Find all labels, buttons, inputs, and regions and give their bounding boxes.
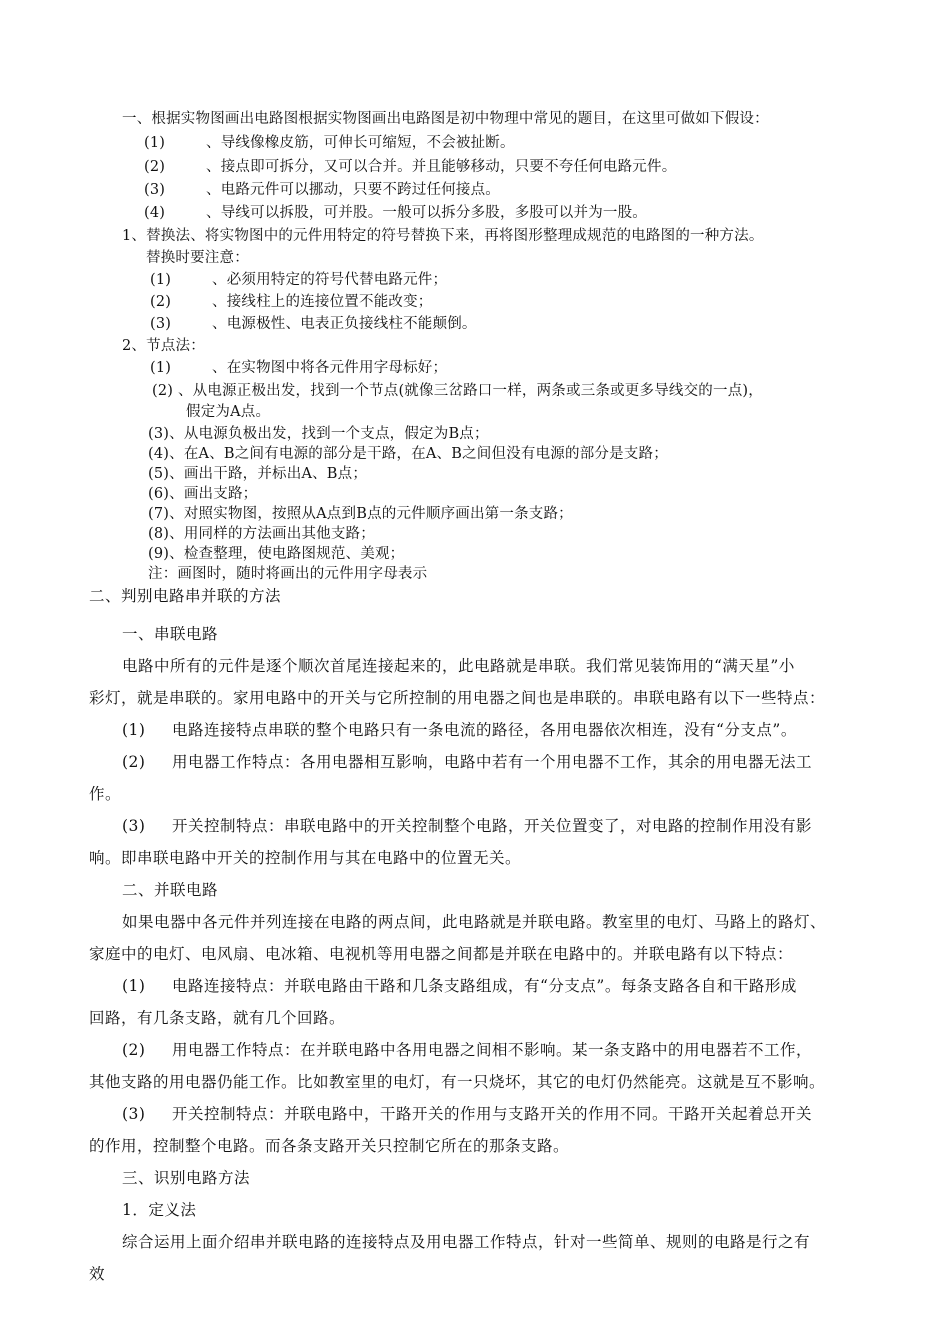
method2-title: 2、节点法： [122, 338, 205, 354]
item-text: 、接点即可拆分，又可以合并。并且能够移动，只要不夸任何电路元件。 [206, 159, 677, 175]
item-number: (2) [122, 753, 146, 771]
parallel-point [122, 1034, 812, 1066]
series-point-continued: 响。即串联电路中开关的控制作用与其在电路中的位置无关。 [89, 849, 522, 867]
series-intro: 电路中所有的元件是逐个顺次首尾连接起来的，此电路就是串联。我们常见装饰用的“满天星”小 [122, 657, 795, 675]
item-number: (1) [122, 721, 146, 739]
method1-title: 1、替换法、将实物图中的元件用特定的符号替换下来，再将图形整理成规范的电路图的一种方法。 [122, 228, 764, 244]
method2-item: (9)、检查整理，使电路图规范、美观； [148, 546, 405, 562]
method2-item: (4)、在A、B之间有电源的部分是干路，在A、B之间但没有电源的部分是支路； [148, 446, 668, 462]
item-number: (3) [122, 1105, 146, 1123]
definition-title: 1．定义法 [122, 1201, 197, 1219]
section2-heading: 二、判别电路串并联的方法 [89, 587, 282, 605]
item-text: 用电器工作特点：在并联电路中各用电器之间相不影响。某一条支路中的用电器若不工作， [172, 1041, 813, 1059]
series-point [122, 810, 812, 842]
assumption-item [144, 157, 676, 177]
method1-subtitle: 替换时要注意： [146, 250, 249, 266]
item-text: 、导线可以拆股，可并股。一般可以拆分多股，多股可以并为一股。 [206, 205, 647, 221]
parallel-point-continued: 回路，有几条支路，就有几个回路。 [89, 1009, 346, 1027]
parallel-intro: 家庭中的电灯、电风扇、电冰箱、电视机等用电器之间都是并联在电路中的。并联电路有以下特点： [89, 945, 794, 963]
item-number: (1) [144, 135, 166, 151]
assumption-item [144, 180, 500, 200]
item-text: 、导线像橡皮筋，可伸长可缩短，不会被扯断。 [206, 135, 515, 151]
item-number: (1) [150, 272, 172, 288]
item-number: (3) [144, 182, 166, 198]
item-text: 、在实物图中将各元件用字母标好； [212, 360, 448, 376]
method2-item: (5)、画出干路，并标出A、B点； [148, 466, 368, 482]
method1-item [150, 314, 477, 334]
parallel-point [122, 970, 797, 1002]
method2-item: (8)、用同样的方法画出其他支路； [148, 526, 375, 542]
method1-item [150, 270, 447, 290]
item-text: 用电器工作特点：各用电器相互影响，电路中若有一个用电器不工作，其余的用电器无法工 [172, 753, 813, 771]
item-number: (3) [150, 316, 172, 332]
series-point [122, 746, 812, 778]
parallel-point-continued: 的作用，控制整个电路。而各条支路开关只控制它所在的那条支路。 [89, 1137, 570, 1155]
item-text: 电路连接特点：并联电路由干路和几条支路组成，有“分支点”。每条支路各自和干路形成 [172, 977, 797, 995]
parallel-intro: 如果电器中各元件并列连接在电路的两点间，此电路就是并联电路。教室里的电灯、马路上的路灯、 [122, 913, 827, 931]
item-text: 开关控制特点：串联电路中的开关控制整个电路，开关位置变了，对电路的控制作用没有影 [172, 817, 813, 835]
item-text: 电路连接特点串联的整个电路只有一条电流的路径，各用电器依次相连，没有“分支点”。 [172, 721, 797, 739]
parallel-point-continued: 其他支路的用电器仍能工作。比如教室里的电灯，有一只烧坏，其它的电灯仍然能亮。这就是互不影响。 [89, 1073, 826, 1091]
item-text: 、电路元件可以挪动，只要不跨过任何接点。 [206, 182, 500, 198]
item-text: 、电源极性、电表正负接线柱不能颠倒。 [212, 316, 477, 332]
method2-item-continued: 假定为A点。 [186, 404, 271, 420]
item-number: (3) [122, 817, 146, 835]
item-text: 、必须用特定的符号代替电路元件； [212, 272, 448, 288]
section1-heading: 一、根据实物图画出电路图根据实物图画出电路图是初中物理中常见的题目，在这里可做如下假设： [122, 111, 769, 127]
assumption-item [144, 133, 515, 153]
method2-item: (7)、对照实物图，按照从A点到B点的元件顺序画出第一条支路； [148, 506, 573, 522]
method1-item [150, 292, 433, 312]
series-intro: 彩灯，就是串联的。家用电路中的开关与它所控制的用电器之间也是串联的。串联电路有以下一些特点： [89, 689, 826, 707]
definition-text-continued: 效 [89, 1265, 106, 1283]
definition-text: 综合运用上面介绍串并联电路的连接特点及用电器工作特点，针对一些简单、规则的电路是行之有 [122, 1233, 811, 1251]
item-number: (1) [122, 977, 146, 995]
series-point-continued: 作。 [89, 785, 122, 803]
series-point [122, 714, 797, 746]
note: 注：画图时，随时将画出的元件用字母表示 [148, 566, 428, 582]
parallel-title: 二、并联电路 [122, 881, 219, 899]
item-number: (2) [122, 1041, 146, 1059]
series-title: 一、串联电路 [122, 625, 219, 643]
method2-item: (3)、从电源负极出发，找到一个支点，假定为B点； [148, 426, 489, 442]
method2-item: (6)、画出支路； [148, 486, 258, 502]
identify-title: 三、识别电路方法 [122, 1169, 251, 1187]
parallel-point [122, 1098, 812, 1130]
item-text: 、接线柱上的连接位置不能改变； [212, 294, 433, 310]
assumption-item [144, 203, 647, 223]
method2-item [150, 358, 447, 378]
item-number: (4) [144, 205, 166, 221]
item-text: 开关控制特点：并联电路中，干路开关的作用与支路开关的作用不同。干路开关起着总开关 [172, 1105, 813, 1123]
method2-item: (2) 、从电源正极出发，找到一个节点(就像三岔路口一样，两条或三条或更多导线交的一点)， [152, 383, 763, 399]
item-number: (2) [144, 159, 166, 175]
item-number: (2) [150, 294, 172, 310]
item-number: (1) [150, 360, 172, 376]
